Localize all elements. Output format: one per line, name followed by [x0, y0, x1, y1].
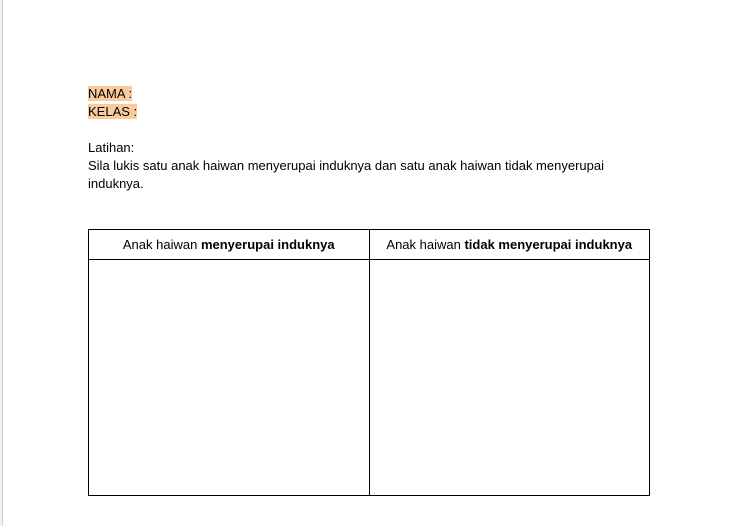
drawing-cell-resembles[interactable]	[89, 260, 370, 496]
column-header-not-resembles-bold: tidak menyerupai induknya	[464, 237, 633, 252]
table-body-row	[89, 260, 650, 496]
column-header-resembles-bold: menyerupai induknya	[200, 237, 335, 252]
column-header-resembles	[89, 230, 370, 260]
column-header-not-resembles	[369, 230, 650, 260]
column-header-resembles-prefix: Anak haiwan	[122, 237, 201, 252]
column-header-not-resembles-prefix: Anak haiwan	[386, 237, 465, 252]
answer-table	[88, 229, 650, 496]
document-page	[2, 0, 734, 526]
exercise-block	[88, 139, 648, 193]
class-label: KELAS :	[88, 104, 138, 119]
drawing-cell-not-resembles[interactable]	[369, 260, 650, 496]
name-field	[88, 85, 132, 102]
name-label: NAMA :	[88, 86, 133, 101]
class-field	[88, 103, 137, 120]
exercise-instruction: Sila lukis satu anak haiwan menyerupai induknya dan satu anak haiwan tidak menyerupai induknya.	[88, 158, 604, 191]
table-header-row	[89, 230, 650, 260]
exercise-heading: Latihan:	[88, 140, 135, 155]
